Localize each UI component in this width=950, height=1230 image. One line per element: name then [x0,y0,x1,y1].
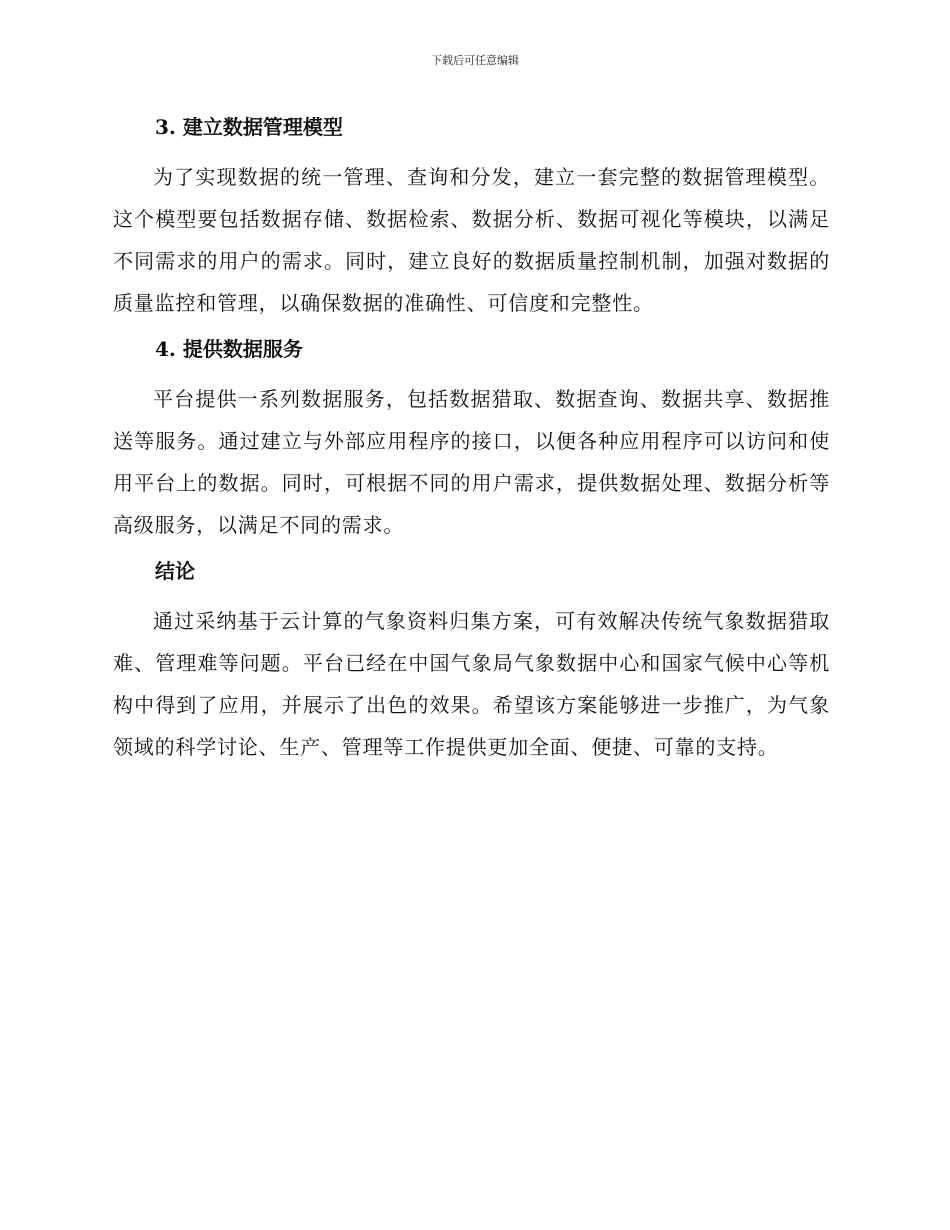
section-paragraph-conclusion: 通过采纳基于云计算的气象资料归集方案，可有效解决传统气象数据猎取难、管理难等问题。平台已经在中国气象局气象数据中心和国家气候中心等机构中得到了应用，并展示了出色的效果。希望该方案能够进一步推广，为气象领域的科学讨论、生产、管理等工作提供更加全面、便捷、可靠的支持。 [113,609,830,759]
section-heading-data-management-model: 3. 建立数据管理模型 [155,115,343,139]
section-heading-conclusion: 结论 [155,559,195,583]
document-body [113,112,830,768]
section-heading-data-services: 4. 提供数据服务 [155,337,303,361]
section-paragraph-data-services: 平台提供一系列数据服务，包括数据猎取、数据查询、数据共享、数据推送等服务。通过建立与外部应用程序的接口，以便各种应用程序可以访问和使用平台上的数据。同时，可根据不同的用户需求，提供数据处理、数据分析等高级服务，以满足不同的需求。 [113,387,830,537]
page-header: 下载后可任意编辑 [431,54,519,67]
section-paragraph-data-management-model: 为了实现数据的统一管理、查询和分发，建立一套完整的数据管理模型。这个模型要包括数据存储、数据检索、数据分析、数据可视化等模块，以满足不同需求的用户的需求。同时，建立良好的数据质量控制机制，加强对数据的质量监控和管理，以确保数据的准确性、可信度和完整性。 [113,165,830,315]
